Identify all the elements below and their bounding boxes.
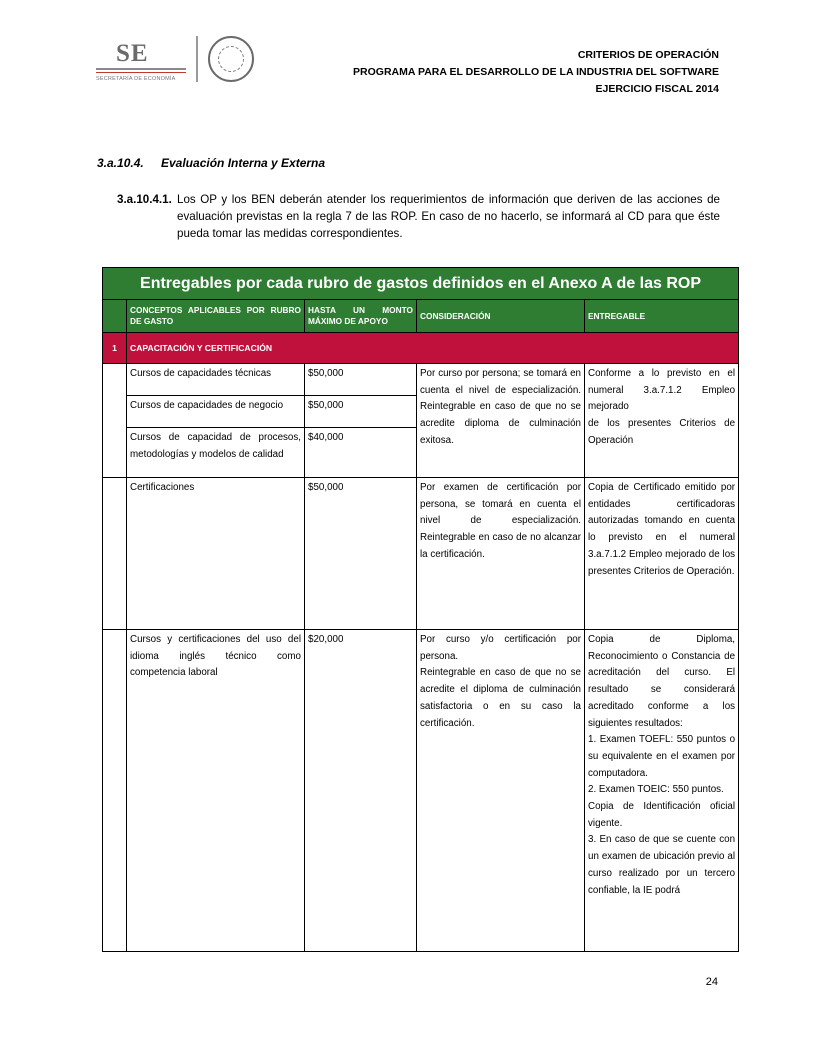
logo-divider (96, 68, 186, 70)
concept-cell: Cursos de capacidad de procesos, metodologías y modelos de calidad (127, 428, 305, 478)
column-header-blank (103, 300, 127, 333)
concept-cell: Cursos de capacidades de negocio (127, 396, 305, 428)
paragraph (117, 191, 720, 242)
document-header (353, 47, 719, 98)
deliverable-line: 2. Examen TOEIC: 550 puntos. (588, 784, 724, 796)
consideration-cell (417, 630, 585, 952)
deliverable-line: 3. En caso de que se cuente con un examen de ubicación previo al curso realizado por un tercero confiable, la IE podrá (588, 834, 736, 896)
row-number-cell (103, 478, 127, 630)
deliverable-cell (585, 630, 739, 952)
category-label: CAPACITACIÓN Y CERTIFICACIÓN (127, 333, 739, 364)
concept-cell: Cursos de capacidades técnicas (127, 364, 305, 396)
section-heading (97, 156, 325, 170)
column-header-concepts: CONCEPTOS APLICABLES POR RUBRO DE GASTO (127, 300, 305, 333)
deliverable-line: Copia de Diploma, Reconocimiento o Constancia de acreditación del curso. El resultado se considerará acreditado conforme a los siguientes resultados: (588, 634, 736, 729)
category-number: 1 (103, 333, 127, 364)
mexico-seal-icon (208, 36, 254, 82)
amount-cell: $50,000 (305, 478, 417, 630)
deliverable-cell: Copia de Certificado emitido por entidades certificadoras autorizadas tomando en cuenta lo previsto en el numeral 3.a.7.1.2 Empleo mejorado de los presentes Criterios de Operación. (585, 478, 739, 630)
amount-cell: $20,000 (305, 630, 417, 952)
section-number: 3.a.10.4. (97, 156, 144, 170)
header-line-2: PROGRAMA PARA EL DESARROLLO DE LA INDUSTRIA DEL SOFTWARE (353, 66, 719, 78)
concept-cell: Certificaciones (127, 478, 305, 630)
paragraph-text: Los OP y los BEN deberán atender los requerimientos de información que deriven de las acciones de evaluación previstas en la regla 7 de las ROP. En caso de no hacerlo, se informará al CD para que éste pueda tomar las medidas correspondientes. (177, 193, 720, 240)
group-consideration-cell: Por curso por persona; se tomará en cuenta el nivel de especialización. Reintegrable en caso de que no se acredite diploma de culminación exitosa. (417, 364, 585, 478)
logo-separator (196, 36, 198, 82)
logo-text: SE (116, 40, 149, 67)
column-header-deliverable: ENTREGABLE (585, 300, 739, 333)
deliverables-table (102, 267, 739, 952)
logo-subtitle: SECRETARÍA DE ECONOMÍA (96, 76, 176, 82)
seal-inner-ring (218, 46, 244, 72)
section-title: Evaluación Interna y Externa (161, 156, 326, 170)
column-header-consideration: CONSIDERACIÓN (417, 300, 585, 333)
column-header-max-amount: HASTA UN MONTO MÁXIMO DE APOYO (305, 300, 417, 333)
table-title: Entregables por cada rubro de gastos definidos en el Anexo A de las ROP (103, 268, 739, 300)
consideration-cell: Por examen de certificación por persona, se tomará en cuenta el nivel de especialización. Reintegrable en caso de no alcanzar la certificación. (417, 478, 585, 630)
page-number: 24 (705, 976, 718, 988)
amount-cell: $40,000 (305, 428, 417, 478)
consideration-line: Por curso y/o certificación por persona. (420, 634, 581, 662)
deliverable-line: de los presentes Criterios de Operación (588, 418, 736, 446)
paragraph-number: 3.a.10.4.1. (117, 193, 172, 206)
header-line-3: EJERCICIO FISCAL 2014 (595, 83, 719, 95)
header-line-1: CRITERIOS DE OPERACIÓN (577, 49, 719, 61)
amount-cell: $50,000 (305, 396, 417, 428)
logo-accent-line (96, 72, 186, 73)
row-number-cell (103, 364, 127, 478)
consideration-line: Reintegrable en caso de que no se acredite el diploma de culminación satisfactoria o en su caso la certificación. (420, 667, 581, 729)
concept-cell: Cursos y certificaciones del uso del idioma inglés técnico como competencia laboral (127, 630, 305, 952)
deliverable-line: 1. Examen TOEFL: 550 puntos o su equivalente en el examen por computadora. (588, 734, 736, 779)
row-number-cell (103, 630, 127, 952)
deliverable-line: Copia de Identificación oficial vigente. (588, 801, 736, 829)
deliverable-line: Conforme a lo previsto en el numeral 3.a.7.1.2 Empleo mejorado (588, 368, 736, 413)
secretaria-economia-logo (96, 36, 272, 96)
group-deliverable-cell (585, 364, 739, 478)
amount-cell: $50,000 (305, 364, 417, 396)
